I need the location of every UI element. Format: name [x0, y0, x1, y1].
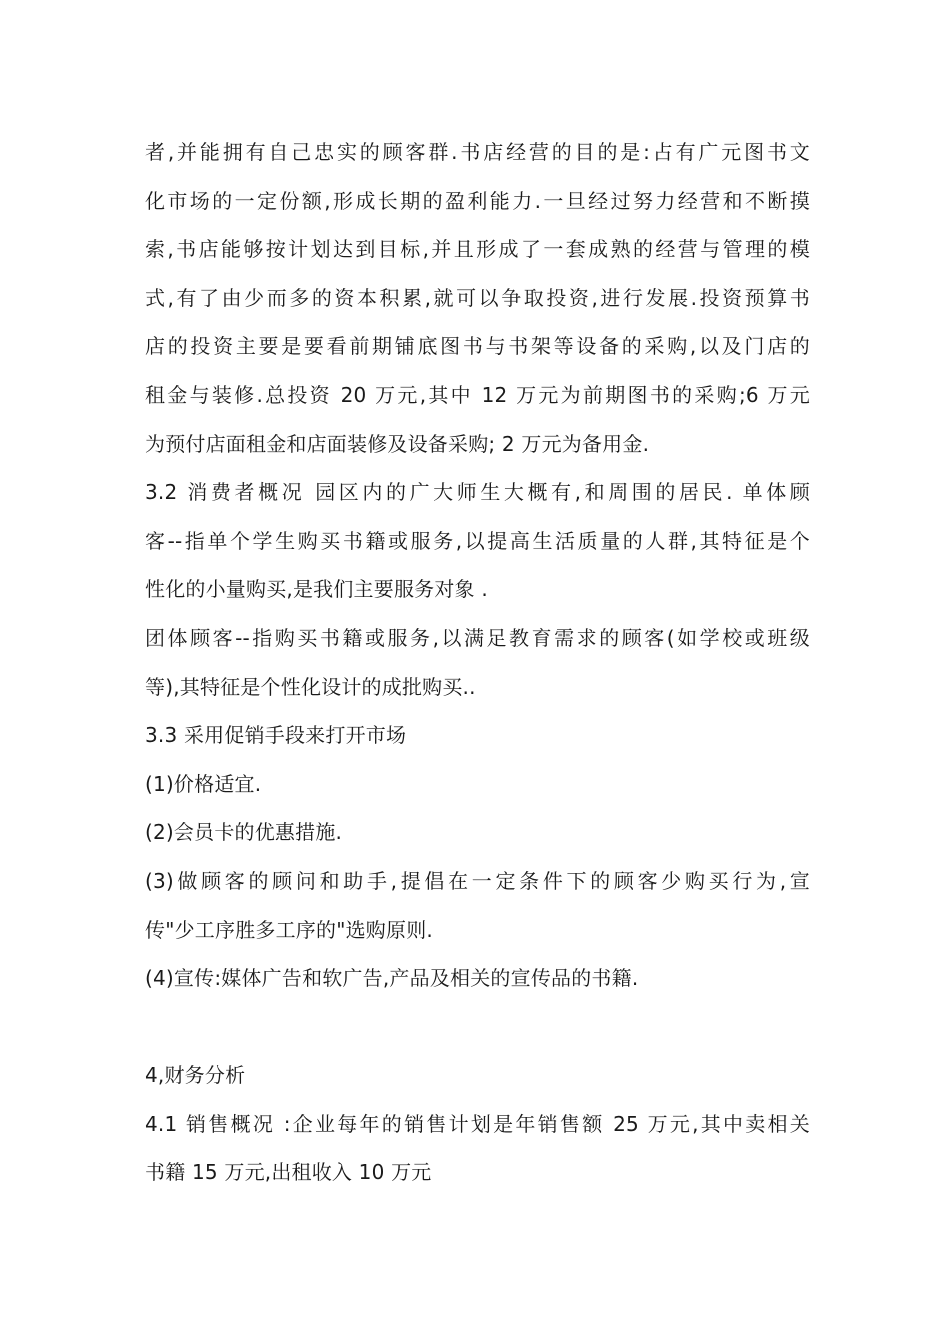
- section-heading-4: 4,财务分析: [145, 1063, 246, 1088]
- text-line: 传"少工序胜多工序的"选购原则.: [145, 917, 433, 942]
- section-heading-3-2: 3.2 消费者概况 园区内的广大师生大概有,和周围的居民. 单体顾: [145, 480, 810, 505]
- list-item: (3)做顾客的顾问和助手,提倡在一定条件下的顾客少购买行为,宣: [145, 868, 810, 893]
- text-line: 式,有了由少而多的资本积累,就可以争取投资,进行发展.投资预算书: [145, 285, 810, 310]
- text-line: 索,书店能够按计划达到目标,并且形成了一套成熟的经营与管理的模: [145, 237, 810, 262]
- text-line: 书籍 15 万元,出租收入 10 万元: [145, 1160, 432, 1185]
- text-line: 租金与装修.总投资 20 万元,其中 12 万元为前期图书的采购;6 万元: [145, 382, 810, 407]
- text-line: 客--指单个学生购买书籍或服务,以提高生活质量的人群,其特征是个: [145, 528, 810, 553]
- text-line: 化市场的一定份额,形成长期的盈利能力.一旦经过努力经营和不断摸: [145, 188, 810, 213]
- list-item: (1)价格适宜.: [145, 771, 262, 796]
- section-heading-4-1: 4.1 销售概况 :企业每年的销售计划是年销售额 25 万元,其中卖相关: [145, 1111, 810, 1136]
- blank-line: [145, 1003, 810, 1052]
- list-item: (4)宣传:媒体广告和软广告,产品及相关的宣传品的书籍.: [145, 966, 639, 991]
- text-line: 为预付店面租金和店面装修及设备采购; 2 万元为备用金.: [145, 431, 650, 456]
- list-item: (2)会员卡的优惠措施.: [145, 820, 343, 845]
- text-line: 团体顾客--指购买书籍或服务,以满足教育需求的顾客(如学校或班级: [145, 625, 810, 650]
- document-page: [145, 128, 810, 1197]
- text-line: 等),其特征是个性化设计的成批购买..: [145, 674, 476, 699]
- text-line: 性化的小量购买,是我们主要服务对象 .: [145, 577, 488, 602]
- text-line: 店的投资主要是要看前期铺底图书与书架等设备的采购,以及门店的: [145, 334, 810, 359]
- text-line: 者,并能拥有自己忠实的顾客群.书店经营的目的是:占有广元图书文: [145, 140, 810, 164]
- section-heading-3-3: 3.3 采用促销手段来打开市场: [145, 723, 407, 748]
